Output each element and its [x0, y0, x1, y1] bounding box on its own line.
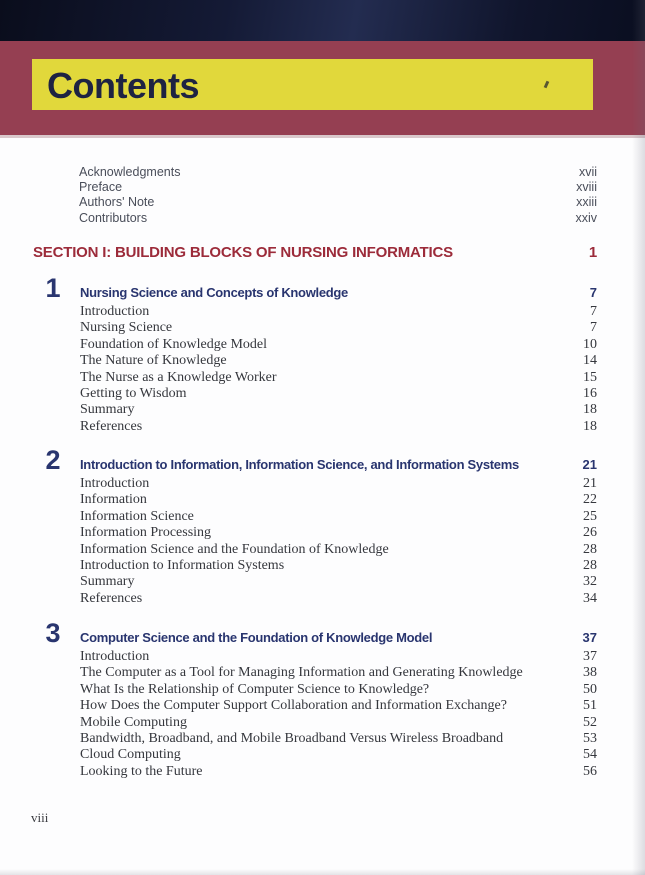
entry-label: Introduction: [80, 649, 150, 664]
toc-entry: [80, 665, 597, 681]
toc-entry: [80, 542, 597, 558]
entry-page: 53: [583, 731, 597, 747]
chapter-block: [36, 618, 597, 780]
entry-page: xxiv: [575, 210, 597, 225]
page-title: Contents: [47, 65, 199, 106]
chapter-entries: [80, 649, 597, 780]
entry-page: 38: [583, 665, 597, 681]
toc-entry: [80, 386, 597, 402]
entry-page: 22: [583, 492, 597, 508]
toc-entry: [80, 370, 597, 386]
chapter-heading: [36, 273, 597, 303]
chapter-entries: [80, 476, 597, 607]
entry-label: Bandwidth, Broadband, and Mobile Broadband Versus Wireless Broadband: [80, 731, 504, 747]
entry-label: Contributors: [79, 210, 148, 225]
entry-page: 37: [583, 649, 597, 664]
title-bar: [32, 59, 593, 110]
entry-label: References: [80, 590, 143, 606]
chapter-entries: [80, 304, 597, 435]
toc-entry: [80, 747, 597, 763]
entry-label: Acknowledgments: [79, 165, 181, 179]
entry-page: 18: [583, 402, 597, 418]
entry-label: The Nature of Knowledge: [80, 353, 227, 369]
toc-entry: [80, 682, 597, 698]
chapter-heading: [36, 618, 597, 648]
section-label: SECTION I: BUILDING BLOCKS OF NURSING INFORMATICS: [33, 244, 453, 261]
front-matter-row: [79, 195, 597, 210]
entry-label: Introduction: [80, 476, 150, 491]
entry-page: 18: [583, 418, 597, 434]
chapter-number: 3: [45, 618, 61, 648]
toc-entry: [80, 320, 597, 336]
entry-label: Cloud Computing: [80, 747, 181, 763]
entry-page: 15: [583, 369, 597, 385]
entry-label: Introduction to Information Systems: [80, 558, 285, 574]
toc-entry: [80, 304, 597, 320]
entry-label: References: [80, 418, 143, 434]
toc-entry: [80, 558, 597, 574]
toc-entry: [80, 419, 597, 435]
entry-page: 28: [583, 541, 597, 557]
entry-page: 26: [583, 525, 597, 541]
entry-label: Foundation of Knowledge Model: [80, 336, 268, 352]
section-heading: [33, 244, 597, 261]
entry-page: 50: [583, 681, 597, 697]
chapter-number: 1: [45, 273, 61, 303]
toc-entry: [80, 591, 597, 607]
chapter-page: 37: [582, 630, 597, 645]
toc-entry: [80, 649, 597, 665]
toc-entry: [80, 402, 597, 418]
chapter-title: Nursing Science and Concepts of Knowledge: [80, 285, 348, 300]
entry-label: Information: [80, 492, 147, 508]
entry-page: xviii: [576, 180, 597, 195]
toc-entry: [80, 698, 597, 714]
chapter-heading: [36, 445, 597, 475]
chapter-block: [36, 445, 597, 607]
entry-label: Information Science: [80, 508, 194, 524]
header-maroon-band: [0, 41, 645, 135]
entry-label: Mobile Computing: [80, 714, 187, 730]
entry-label: How Does the Computer Support Collaboration and Information Exchange?: [80, 698, 507, 714]
entry-page: 51: [583, 698, 597, 714]
chapter-block: [36, 273, 597, 435]
entry-page: 10: [583, 336, 597, 352]
entry-page: 7: [590, 304, 597, 319]
chapter-page: 21: [582, 457, 597, 472]
entry-label: What Is the Relationship of Computer Science to Knowledge?: [80, 681, 430, 697]
chapter-title: Computer Science and the Foundation of Knowledge Model: [80, 630, 433, 645]
entry-label: Getting to Wisdom: [80, 386, 187, 402]
entry-label: Nursing Science: [80, 320, 173, 336]
chapter-title: Introduction to Information, Information Science, and Information Systems: [80, 457, 519, 472]
entry-label: Information Science and the Foundation of Knowledge: [80, 541, 389, 557]
page-edge-shade: [632, 0, 645, 875]
toc-entry: [80, 476, 597, 492]
bottom-edge-shade: [0, 869, 645, 875]
toc-entry: [80, 509, 597, 525]
entry-page: 34: [583, 590, 597, 606]
entry-label: Summary: [80, 574, 135, 590]
entry-page: 32: [583, 574, 597, 590]
entry-page: 28: [583, 558, 597, 574]
front-matter-list: [79, 165, 597, 226]
entry-page: xxiii: [576, 195, 597, 210]
entry-label: Introduction: [80, 304, 150, 319]
entry-label: Looking to the Future: [80, 763, 203, 779]
entry-page: 7: [590, 320, 597, 336]
entry-page: xvii: [578, 165, 597, 179]
toc-entry: [80, 731, 597, 747]
toc-entry: [80, 492, 597, 508]
entry-page: 52: [583, 714, 597, 730]
entry-page: 14: [583, 353, 597, 369]
entry-label: Preface: [79, 180, 123, 195]
entry-label: Authors' Note: [79, 195, 155, 210]
entry-label: The Computer as a Tool for Managing Information and Generating Knowledge: [80, 665, 523, 681]
entry-label: Information Processing: [80, 525, 212, 541]
toc-entry: [80, 715, 597, 731]
entry-page: 54: [583, 747, 597, 763]
chapter-number: 2: [45, 445, 61, 475]
toc-entry: [80, 353, 597, 369]
entry-page: 25: [583, 508, 597, 524]
entry-label: The Nurse as a Knowledge Worker: [80, 369, 277, 385]
chapter-page: 7: [589, 285, 597, 300]
front-matter-row: [79, 165, 597, 180]
section-page: 1: [588, 244, 597, 261]
entry-page: 21: [583, 476, 597, 491]
toc-entry: [80, 525, 597, 541]
top-black-band: [0, 0, 645, 41]
front-matter-row: [79, 211, 597, 226]
toc-entry: [80, 574, 597, 590]
front-matter-row: [79, 180, 597, 195]
toc-entry: [80, 337, 597, 353]
toc-entry: [80, 764, 597, 780]
entry-label: Summary: [80, 402, 135, 418]
folio: viii: [31, 810, 49, 825]
entry-page: 16: [583, 386, 597, 402]
entry-page: 56: [583, 763, 597, 779]
